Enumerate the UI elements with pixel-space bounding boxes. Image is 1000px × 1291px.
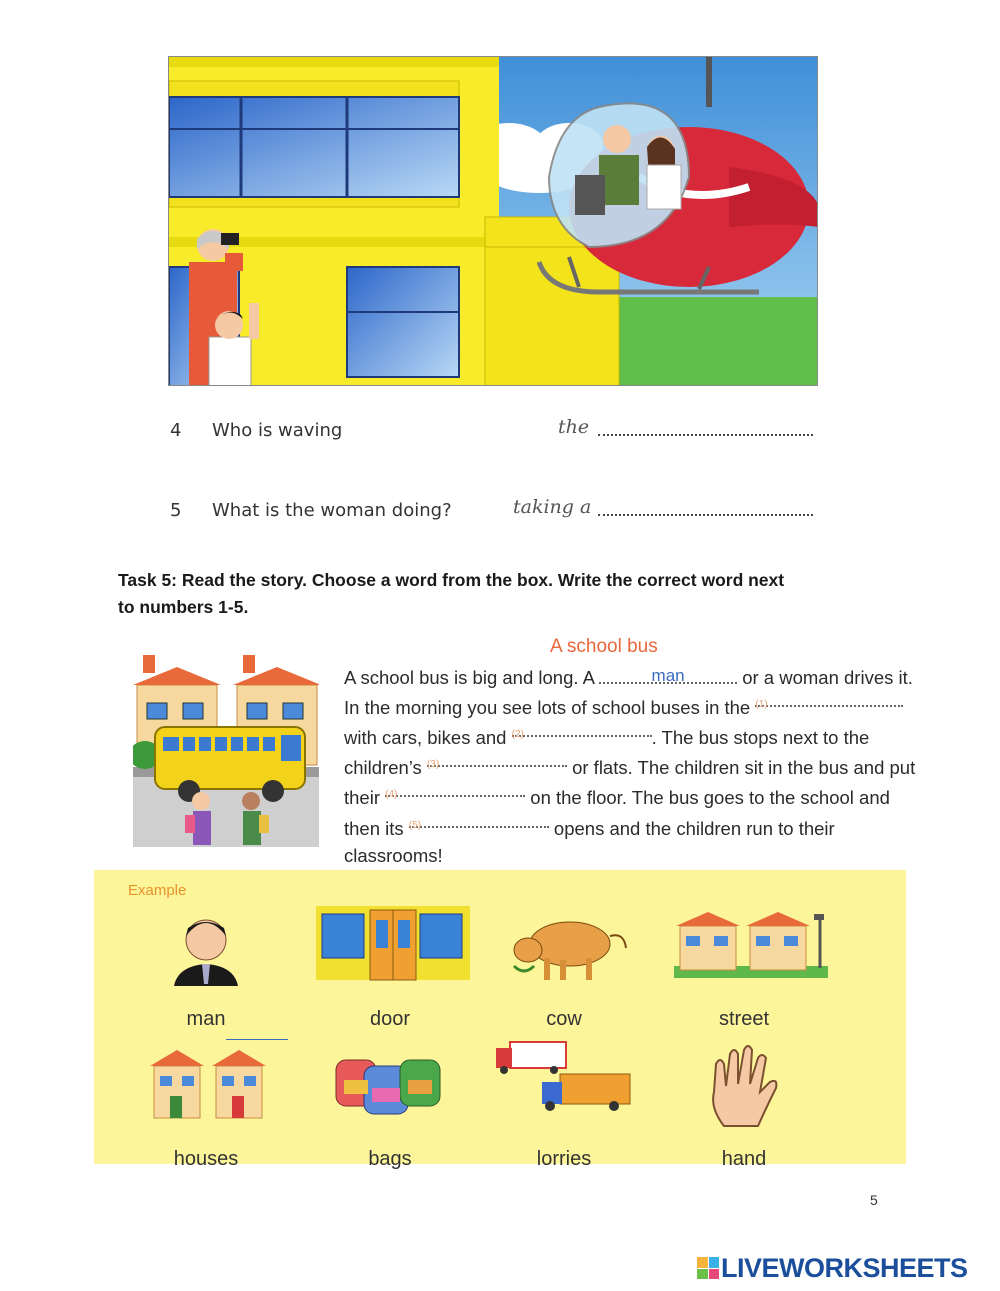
example-gap bbox=[599, 668, 737, 684]
story-gap-5[interactable] bbox=[408, 812, 549, 831]
liveworksheets-brand[interactable] bbox=[697, 1253, 968, 1283]
story-gap-4[interactable] bbox=[385, 781, 525, 801]
bus-svg bbox=[133, 655, 319, 847]
logo-tile bbox=[709, 1269, 720, 1280]
school-bus-illustration bbox=[133, 655, 319, 847]
scene-svg bbox=[169, 57, 818, 386]
word-card-street bbox=[654, 896, 834, 1036]
question-text: What is the woman doing? bbox=[212, 500, 452, 521]
question-5-row bbox=[150, 490, 840, 530]
word-card-houses bbox=[116, 1036, 296, 1176]
word-card-man bbox=[116, 896, 296, 1036]
story-segment: A school bus is big and long. A bbox=[344, 667, 600, 688]
cow-icon bbox=[474, 896, 654, 1006]
logo-tile bbox=[709, 1257, 720, 1268]
story-text bbox=[344, 664, 924, 869]
task-heading-line: to numbers 1-5. bbox=[118, 597, 249, 617]
word-label: houses bbox=[173, 1148, 239, 1170]
story-gap-3[interactable] bbox=[426, 751, 567, 771]
word-label: hand bbox=[721, 1148, 767, 1170]
answer-prefix: taking a bbox=[513, 496, 592, 518]
word-card-bags bbox=[300, 1036, 480, 1176]
word-label: cow bbox=[546, 1008, 582, 1030]
question-number: 5 bbox=[170, 500, 182, 521]
gap-number: (2) bbox=[511, 729, 524, 741]
liveworksheets-logo-icon bbox=[697, 1257, 719, 1279]
gap-number: (3) bbox=[426, 759, 440, 771]
answer-prefix: the bbox=[558, 416, 590, 438]
logo-tile bbox=[697, 1257, 708, 1268]
task-heading bbox=[118, 567, 918, 621]
question-text: Who is waving bbox=[212, 420, 343, 441]
word-label: man bbox=[186, 1008, 226, 1030]
word-label: bags bbox=[368, 1148, 412, 1170]
story-segment: . The bus stops next to the children’s bbox=[344, 727, 870, 779]
story-segment: on the floor. The bus goes to the school and then its bbox=[344, 787, 890, 839]
bags-icon bbox=[300, 1036, 480, 1146]
story-title: A school bus bbox=[550, 636, 658, 657]
word-box bbox=[94, 870, 906, 1170]
story-segment: or a woman drives it. In the morning you see lots of school buses in the bbox=[344, 667, 913, 719]
helicopter-scene-illustration bbox=[168, 56, 818, 386]
hand-icon bbox=[654, 1036, 834, 1146]
example-answer: man bbox=[651, 666, 685, 685]
word-card-hand bbox=[654, 1036, 834, 1176]
story-segment: or flats. The children sit in the bus and put their bbox=[344, 757, 916, 809]
story-segment: with cars, bikes and bbox=[344, 727, 512, 749]
gap-number: (4) bbox=[385, 789, 398, 801]
word-card-cow bbox=[474, 896, 654, 1036]
word-label: street bbox=[718, 1008, 770, 1030]
word-card-lorries bbox=[474, 1036, 654, 1176]
door-icon bbox=[300, 896, 480, 1006]
gap-number: (1) bbox=[755, 699, 768, 710]
lorries-icon bbox=[474, 1036, 654, 1146]
question-number: 4 bbox=[170, 420, 182, 441]
story-gap-1[interactable] bbox=[755, 691, 903, 710]
task-heading-line: Task 5: Read the story. Choose a word from the box. Write the correct word next bbox=[118, 570, 785, 590]
page-number: 5 bbox=[870, 1192, 878, 1208]
man-icon bbox=[116, 896, 296, 1006]
word-card-door bbox=[300, 896, 480, 1036]
story-gap-2[interactable] bbox=[511, 721, 652, 741]
brand-name: LIVEWORKSHEETS bbox=[721, 1252, 968, 1283]
gap-number: (5) bbox=[408, 819, 422, 831]
answer-blank-5[interactable] bbox=[598, 504, 813, 516]
story-segment: opens and the children run to their classrooms! bbox=[344, 817, 835, 866]
street-icon bbox=[654, 896, 834, 1006]
houses-icon bbox=[116, 1036, 296, 1146]
word-label: door bbox=[369, 1008, 411, 1030]
question-4-row bbox=[150, 410, 840, 450]
example-label: Example bbox=[128, 882, 187, 899]
answer-blank-4[interactable] bbox=[598, 424, 813, 436]
logo-tile bbox=[697, 1269, 708, 1280]
word-label: lorries bbox=[536, 1148, 592, 1170]
